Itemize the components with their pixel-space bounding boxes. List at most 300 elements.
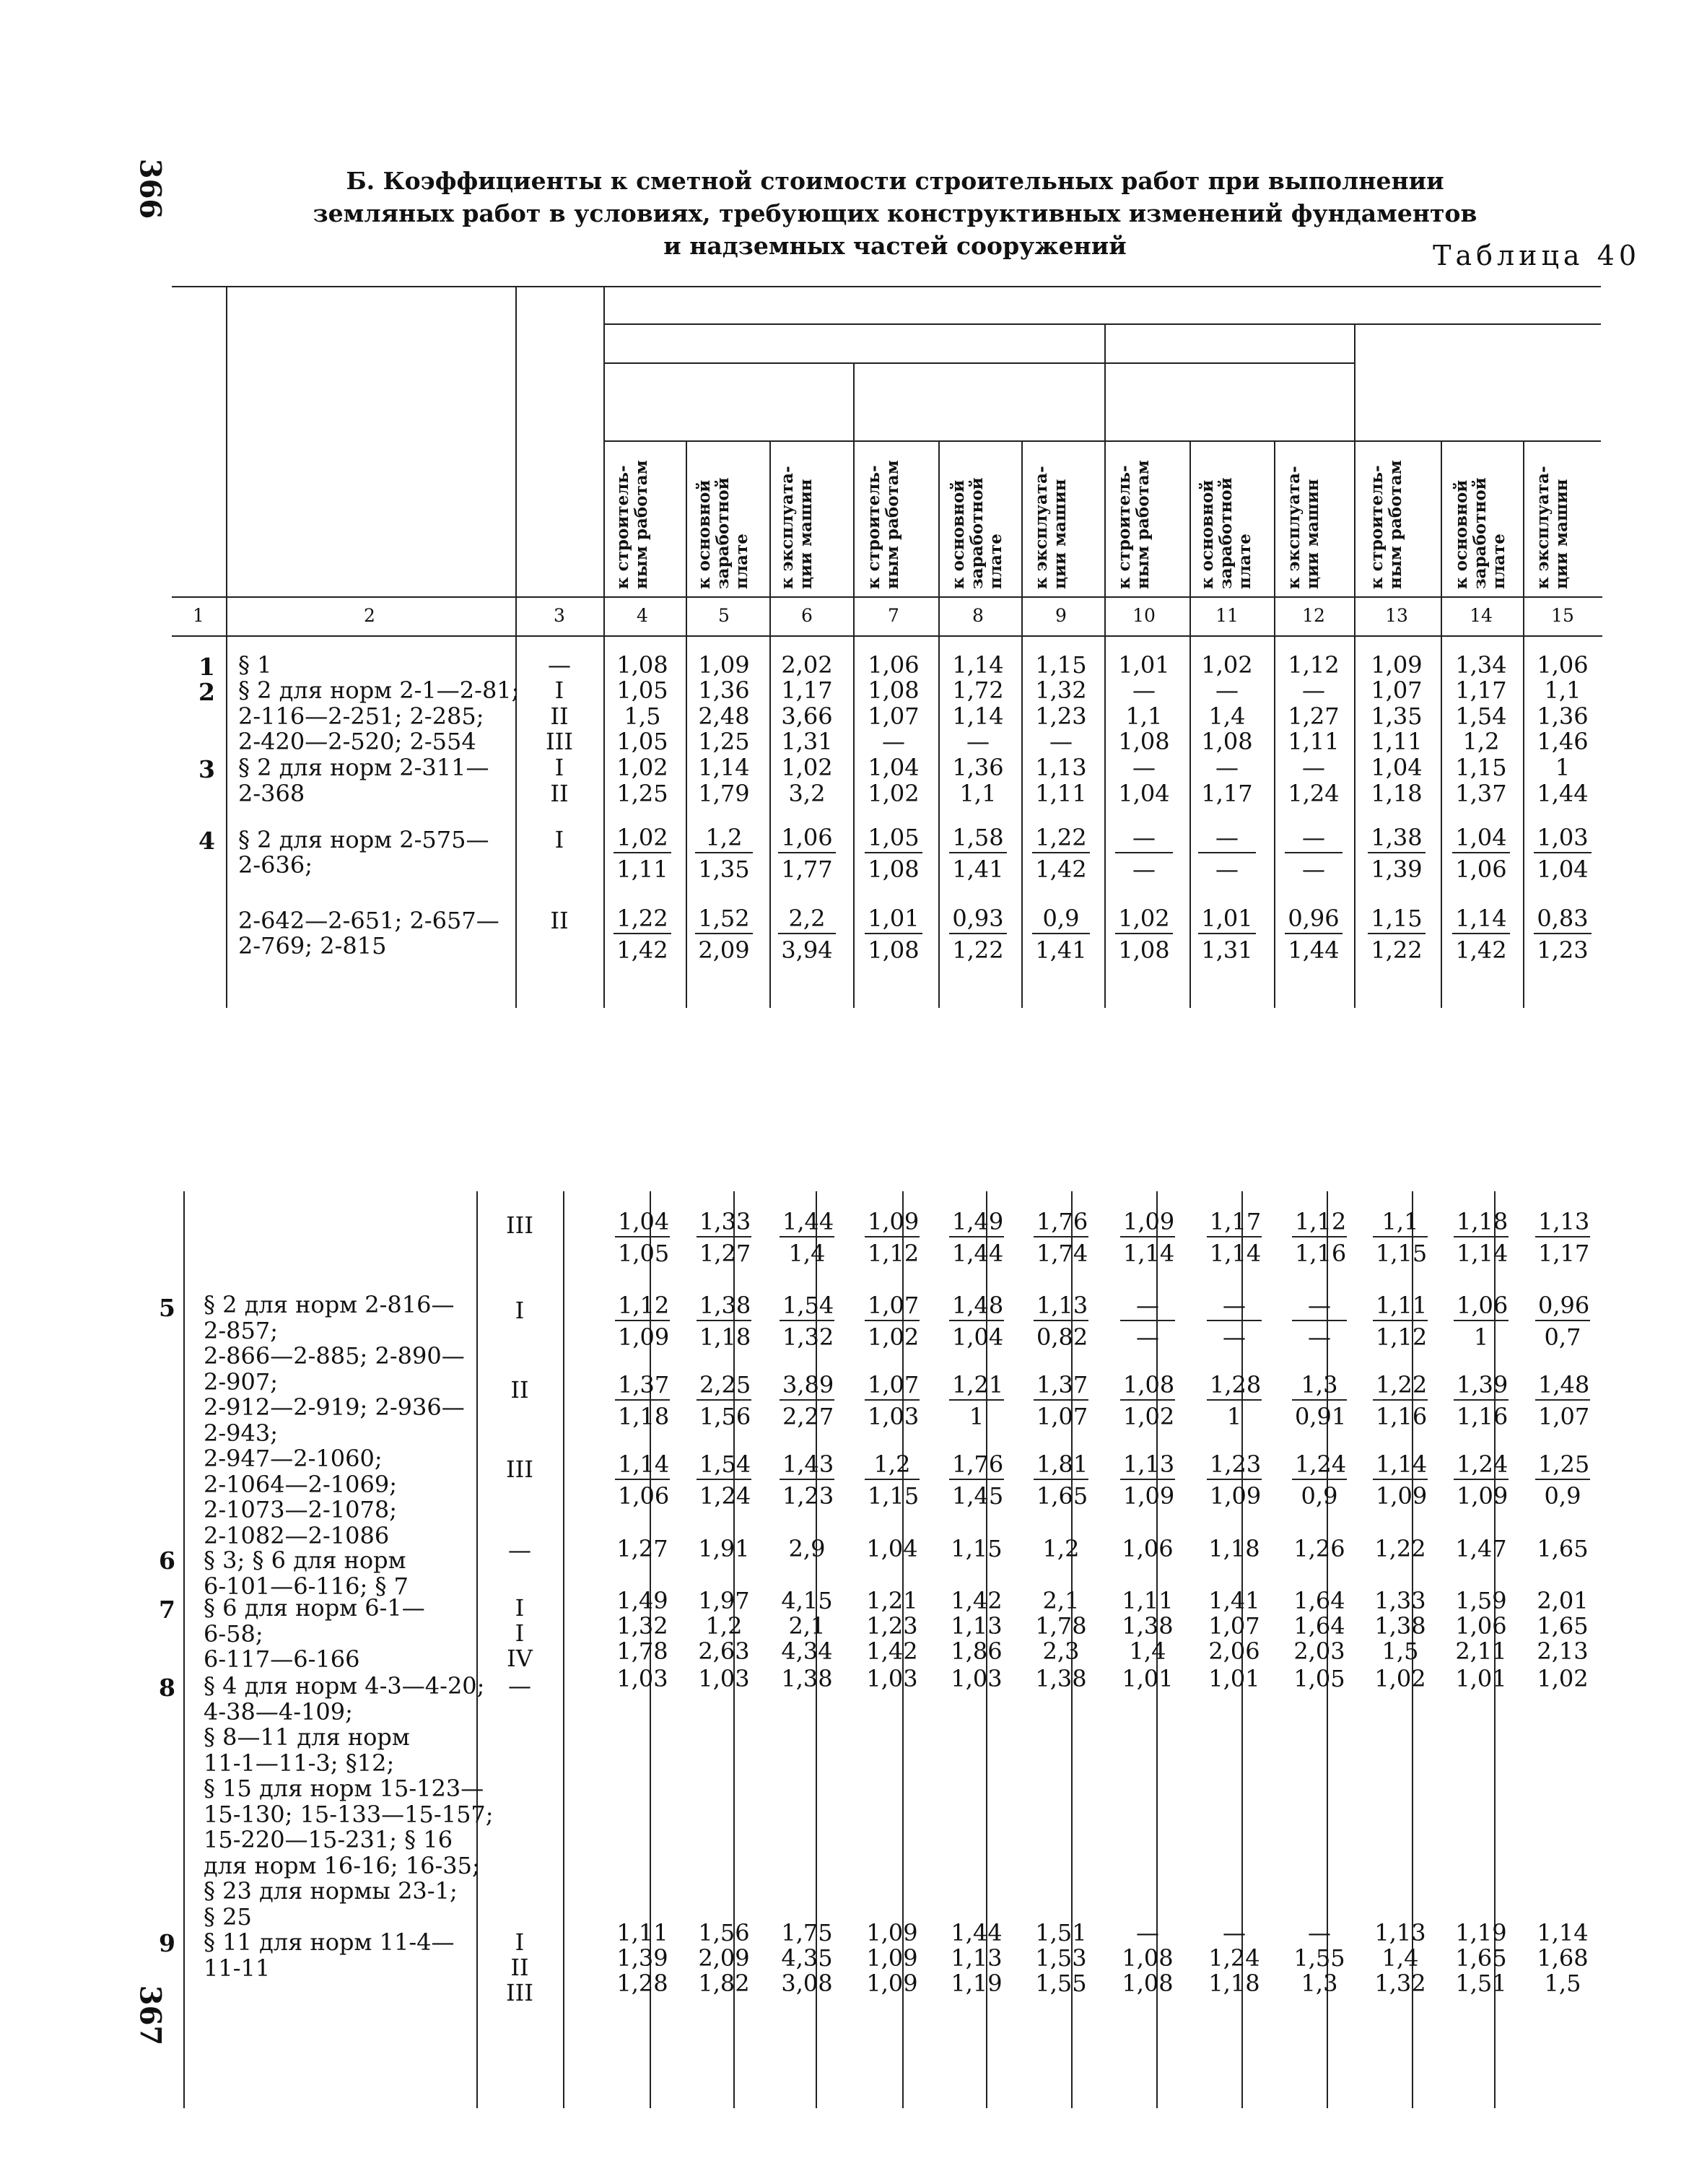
fraction-denominator: 1,41 — [1035, 936, 1087, 964]
value-cell: 1,09 — [866, 1944, 918, 1972]
fraction-cell — [1454, 1207, 1509, 1269]
paragraph-text: 2-1082—2-1086 — [204, 1521, 390, 1549]
paragraph-text: § 4 для норм 4-3—4-20; — [204, 1672, 485, 1700]
fraction-cell — [1032, 904, 1090, 966]
value-cell: 1,34 — [1455, 651, 1507, 679]
fraction-numerator: 1,38 — [697, 1291, 751, 1321]
fraction-denominator: 1,06 — [1455, 856, 1507, 883]
value-cell: 1,51 — [1455, 1970, 1507, 1997]
value-cell: 1,2 — [1462, 728, 1500, 755]
value-cell: 1,22 — [1374, 1535, 1426, 1562]
fraction-denominator: 1,15 — [1376, 1240, 1428, 1267]
fraction-denominator: 1 — [1226, 1403, 1242, 1430]
value-cell: 1,78 — [1035, 1612, 1087, 1640]
fixing-type: I — [554, 676, 564, 704]
paragraph-text: 6-101—6-116; § 7 — [204, 1572, 409, 1600]
fraction-denominator: — — [1215, 856, 1239, 883]
value-cell: 1,68 — [1537, 1944, 1589, 1972]
rule-under-headings — [172, 596, 1602, 598]
fraction-denominator: 1,42 — [1455, 936, 1507, 964]
value-cell: 1,55 — [1035, 1970, 1087, 1997]
value-cell: 1,82 — [698, 1970, 750, 1997]
fraction-denominator: 1,35 — [698, 856, 750, 883]
value-cell: 4,34 — [781, 1637, 833, 1665]
fraction-numerator: 1,2 — [865, 1450, 920, 1480]
fraction-denominator: 1,65 — [1036, 1482, 1088, 1510]
fraction-cell — [1120, 1370, 1175, 1432]
fraction-numerator: 1,23 — [1207, 1450, 1262, 1480]
value-cell: 1,32 — [1035, 676, 1087, 704]
value-cell: 1,72 — [952, 676, 1004, 704]
value-cell: 1,18 — [1371, 780, 1423, 807]
fraction-denominator: 1,14 — [1123, 1240, 1175, 1267]
paragraph-text: 2-636; — [238, 851, 313, 879]
paragraph-text: 4-38—4-109; — [204, 1697, 353, 1726]
value-cell: 1,11 — [1371, 728, 1423, 755]
paragraph-text: 2-907; — [204, 1367, 279, 1396]
value-cell: 1,05 — [1293, 1665, 1345, 1692]
value-cell: 1,09 — [866, 1970, 918, 1997]
rule-under-colnums — [172, 635, 1602, 637]
paragraph-text: 15-130; 15-133—15-157; — [204, 1800, 494, 1828]
value-cell: 1,11 — [616, 1919, 668, 1946]
fraction-denominator: 1,08 — [868, 856, 920, 883]
page-title: Б. Коэффициенты к сметной стоимости строительных работ при выполнении земляных работ в условиях, требующих конструктивных изменений фундаментов и надземных частей сооружений — [313, 167, 1477, 260]
paragraph-text: 6-58; — [204, 1619, 263, 1648]
fraction-denominator: — — [1308, 1323, 1331, 1351]
value-cell: 1,26 — [1293, 1535, 1345, 1562]
fraction-numerator: 0,96 — [1535, 1291, 1590, 1321]
fraction-numerator: — — [1207, 1291, 1262, 1321]
fraction-denominator: 0,91 — [1295, 1403, 1347, 1430]
value-cell: 1,18 — [1208, 1970, 1260, 1997]
rule-under-char — [603, 323, 1601, 325]
fraction-numerator: 1,07 — [865, 1291, 920, 1321]
fraction-numerator: 1,38 — [1368, 823, 1426, 853]
value-cell: 4,35 — [781, 1944, 833, 1972]
paragraph-text: 2-1064—2-1069; — [204, 1470, 397, 1498]
fraction-numerator: 1,04 — [1452, 823, 1510, 853]
column-number-1: 1 — [193, 605, 204, 626]
fixing-type: I — [515, 1297, 525, 1324]
fraction-numerator: 1,07 — [865, 1370, 920, 1401]
value-cell: 1,44 — [1537, 780, 1589, 807]
fraction-denominator: 1,42 — [1035, 856, 1087, 883]
fraction-cell — [1535, 1370, 1590, 1432]
fraction-cell — [778, 904, 836, 966]
paragraph-text: 2-943; — [204, 1419, 279, 1447]
value-cell: 1,27 — [616, 1535, 668, 1562]
value-cell: 1,38 — [1035, 1665, 1087, 1692]
fraction-denominator: 1,04 — [952, 1323, 1004, 1351]
value-cell: 1,2 — [1042, 1535, 1080, 1562]
value-cell: 1,06 — [868, 651, 920, 679]
fixing-type: I — [554, 826, 564, 853]
fraction-cell — [614, 823, 671, 885]
fraction-cell — [1454, 1450, 1509, 1512]
fraction-numerator: 1,14 — [615, 1450, 670, 1480]
fraction-cell — [865, 904, 922, 966]
fraction-cell — [1534, 904, 1592, 966]
value-cell: 1,23 — [1035, 702, 1087, 730]
paragraph-text: 11-11 — [204, 1954, 271, 1982]
fraction-cell — [615, 1450, 670, 1512]
fraction-denominator: 1 — [969, 1403, 985, 1430]
value-cell: — — [1302, 754, 1325, 781]
value-cell: 1,02 — [616, 754, 668, 781]
value-cell: 2,13 — [1537, 1637, 1589, 1665]
value-cell: 1,11 — [1122, 1587, 1174, 1614]
fraction-denominator: 0,82 — [1036, 1323, 1088, 1351]
column-number-2: 2 — [364, 605, 375, 626]
fraction-numerator: 1,25 — [1535, 1450, 1590, 1480]
fraction-cell — [1285, 904, 1343, 966]
value-cell: 1,02 — [868, 780, 920, 807]
value-cell: 1,09 — [698, 651, 750, 679]
value-cell: 1,79 — [698, 780, 750, 807]
fraction-cell — [1207, 1450, 1262, 1512]
fraction-denominator: — — [1136, 1323, 1159, 1351]
fraction-denominator: 1,31 — [1201, 936, 1253, 964]
value-cell: 1,24 — [1288, 780, 1340, 807]
paragraph-text: § 3; § 6 для норм — [204, 1546, 406, 1574]
fraction-cell — [949, 1450, 1004, 1512]
fraction-cell — [697, 1450, 751, 1512]
value-cell: 1,36 — [952, 754, 1004, 781]
fraction-denominator: 1,22 — [952, 936, 1004, 964]
paragraph-text: § 2 для норм 2-1—2-81; — [238, 676, 520, 704]
paragraph-text: 2-420—2-520; 2-554 — [238, 728, 476, 755]
rule-under-wet-dry — [603, 362, 1355, 364]
fixing-type: II — [550, 907, 569, 934]
fraction-denominator: 1,24 — [699, 1482, 751, 1510]
fraction-denominator: 1,14 — [1210, 1240, 1262, 1267]
fraction-numerator: 1,13 — [1034, 1291, 1088, 1321]
fraction-cell — [1373, 1370, 1428, 1432]
border-left — [183, 1191, 185, 2108]
value-cell: 1,56 — [698, 1919, 750, 1946]
v — [1354, 323, 1355, 1008]
fraction-cell — [778, 823, 836, 885]
value-cell: 1,03 — [866, 1665, 918, 1692]
fraction-numerator: 1,04 — [615, 1207, 670, 1237]
row-number-5: 5 — [159, 1294, 175, 1322]
fraction-denominator: 1 — [1473, 1323, 1489, 1351]
value-cell: 2,48 — [698, 702, 750, 730]
value-cell: 1,4 — [1129, 1637, 1166, 1665]
value-cell: 1,1 — [1544, 676, 1581, 704]
fraction-cell — [865, 1370, 920, 1432]
value-cell: — — [1308, 1919, 1331, 1946]
value-cell: 1,1 — [1125, 702, 1163, 730]
paragraph-text: § 15 для норм 15-123— — [204, 1775, 484, 1802]
fraction-numerator: 1,08 — [1120, 1370, 1175, 1401]
subheader-6: к эксплуата-ции машин — [1031, 466, 1070, 589]
fraction-numerator: 1,48 — [1535, 1370, 1590, 1401]
value-cell: 1,03 — [616, 1665, 668, 1692]
paragraph-text: 2-116—2-251; 2-285; — [238, 702, 484, 730]
paragraph-text: § 11 для норм 11-4— — [204, 1928, 455, 1956]
value-cell: 1,01 — [1122, 1665, 1174, 1692]
border-col3 — [603, 286, 605, 1008]
fraction-denominator: 1,23 — [1537, 936, 1589, 964]
fraction-cell — [697, 1370, 751, 1432]
border-col3 — [563, 1191, 564, 2108]
fraction-cell — [1535, 1450, 1590, 1512]
value-cell: 2,11 — [1455, 1637, 1507, 1665]
value-cell: — — [1223, 1919, 1246, 1946]
subheader-4: к строитель-ным работам — [864, 460, 902, 589]
fraction-numerator: 1,17 — [1207, 1207, 1262, 1237]
fraction-numerator: — — [1198, 823, 1256, 853]
fraction-denominator: 2,27 — [782, 1403, 834, 1430]
fraction-cell — [614, 904, 671, 966]
fraction-numerator: 1,03 — [1534, 823, 1592, 853]
value-cell: 1,47 — [1455, 1535, 1507, 1562]
paragraph-text: § 1 — [238, 651, 272, 679]
value-cell: 1 — [1555, 754, 1571, 781]
value-cell: 1,25 — [698, 728, 750, 755]
fraction-cell — [1034, 1207, 1088, 1269]
fraction-numerator: 1,81 — [1034, 1450, 1088, 1480]
fraction-numerator: 1,22 — [1032, 823, 1090, 853]
value-cell: 1,05 — [616, 676, 668, 704]
fraction-denominator: 1,45 — [952, 1482, 1004, 1510]
fraction-numerator: 1,15 — [1368, 904, 1426, 934]
row-number-1: 1 — [198, 653, 215, 681]
value-cell: 3,66 — [781, 702, 833, 730]
fraction-numerator: 0,93 — [949, 904, 1007, 934]
value-cell: 1,5 — [1381, 1637, 1419, 1665]
fraction-numerator: 1,49 — [949, 1207, 1004, 1237]
value-cell: 4,15 — [781, 1587, 833, 1614]
fraction-cell — [1032, 823, 1090, 885]
value-cell: 1,14 — [952, 651, 1004, 679]
column-number-4: 4 — [637, 605, 648, 626]
fraction-denominator: 1,4 — [788, 1240, 826, 1267]
value-cell: 1,27 — [1288, 702, 1340, 730]
fraction-denominator: 1,05 — [618, 1240, 670, 1267]
column-number-13: 13 — [1385, 605, 1408, 626]
fraction-numerator: 1,01 — [865, 904, 922, 934]
fraction-numerator: 1,09 — [865, 1207, 920, 1237]
fraction-numerator: 1,06 — [778, 823, 836, 853]
fixing-type: I — [515, 1928, 525, 1956]
fixing-type: — — [508, 1672, 531, 1700]
table-label: Таблица 40 — [1433, 240, 1641, 271]
subheader-9: к эксплуата-ции машин — [1284, 466, 1322, 589]
fixing-type: — — [548, 651, 571, 679]
value-cell: 1,38 — [1122, 1612, 1174, 1640]
fraction-numerator: 1,12 — [615, 1291, 670, 1321]
fraction-denominator: 1,06 — [618, 1482, 670, 1510]
fraction-numerator: 0,9 — [1032, 904, 1090, 934]
fraction-denominator: 1,08 — [868, 936, 920, 964]
fraction-numerator: 1,28 — [1207, 1370, 1262, 1401]
fraction-denominator: 1,18 — [618, 1403, 670, 1430]
value-cell: 2,02 — [781, 651, 833, 679]
fraction-denominator: 1,02 — [1123, 1403, 1175, 1430]
value-cell: 1,41 — [1208, 1587, 1260, 1614]
row-number-8: 8 — [159, 1674, 175, 1702]
fraction-denominator: 0,9 — [1544, 1482, 1581, 1510]
fraction-cell — [780, 1291, 834, 1353]
fraction-cell — [1292, 1450, 1347, 1512]
fraction-cell — [949, 1291, 1004, 1353]
fraction-cell — [1115, 823, 1173, 885]
value-cell: — — [1302, 676, 1325, 704]
value-cell: 1,54 — [1455, 702, 1507, 730]
value-cell: 1,86 — [951, 1637, 1003, 1665]
fraction-denominator: 1,07 — [1036, 1403, 1088, 1430]
fraction-cell — [865, 1450, 920, 1512]
fraction-cell — [1535, 1207, 1590, 1269]
fraction-numerator: 1,09 — [1120, 1207, 1175, 1237]
fraction-cell — [1373, 1291, 1428, 1353]
value-cell: 1,65 — [1537, 1612, 1589, 1640]
fraction-numerator: — — [1115, 823, 1173, 853]
value-cell: — — [1132, 676, 1156, 704]
value-cell: — — [1215, 754, 1239, 781]
fraction-numerator: 1,24 — [1292, 1450, 1347, 1480]
value-cell: 2,03 — [1293, 1637, 1345, 1665]
value-cell: 1,5 — [1544, 1970, 1581, 1997]
fraction-numerator: 1,1 — [1373, 1207, 1428, 1237]
value-cell: 1,59 — [1455, 1587, 1507, 1614]
fraction-denominator: 1,18 — [699, 1323, 751, 1351]
subheader-7: к строитель-ным работам — [1114, 460, 1153, 589]
row-number-9: 9 — [159, 1929, 175, 1957]
rule-under-groups — [603, 440, 1601, 442]
value-cell: 1,97 — [698, 1587, 750, 1614]
value-cell: 1,19 — [1455, 1919, 1507, 1946]
border-col2 — [476, 1191, 478, 2108]
fraction-denominator: 1,16 — [1376, 1403, 1428, 1430]
fixing-type: III — [506, 1979, 533, 2006]
border-col2 — [515, 286, 517, 1008]
paragraph-text: 2-769; 2-815 — [238, 932, 387, 960]
fraction-cell — [1454, 1370, 1509, 1432]
fraction-cell — [780, 1370, 834, 1432]
fraction-numerator: 1,76 — [1034, 1207, 1088, 1237]
fraction-cell — [1198, 904, 1256, 966]
value-cell: 1,53 — [1035, 1944, 1087, 1972]
value-cell: 1,31 — [781, 728, 833, 755]
fraction-denominator: 1,07 — [1538, 1403, 1590, 1430]
value-cell: 1,78 — [616, 1637, 668, 1665]
value-cell: 1,42 — [866, 1637, 918, 1665]
border-col1 — [226, 286, 227, 1008]
fraction-cell — [949, 1370, 1004, 1432]
paragraph-text: для норм 16-16; 16-35; — [204, 1851, 480, 1879]
subheader-5: к основной заработной плате — [948, 477, 1005, 589]
value-cell: 1,01 — [1455, 1665, 1507, 1692]
value-cell: — — [1215, 676, 1239, 704]
value-cell: 1,14 — [698, 754, 750, 781]
value-cell: 1,39 — [616, 1944, 668, 1972]
value-cell: 1,65 — [1537, 1535, 1589, 1562]
value-cell: 1,06 — [1537, 651, 1589, 679]
value-cell: 1,03 — [698, 1665, 750, 1692]
value-cell: 1,49 — [616, 1587, 668, 1614]
fraction-numerator: 1,02 — [614, 823, 671, 853]
value-cell: 1,04 — [1118, 780, 1170, 807]
paragraph-text: § 25 — [204, 1902, 252, 1931]
fraction-denominator: 1,41 — [952, 856, 1004, 883]
paragraph-text: § 8—11 для норм — [204, 1723, 410, 1751]
fraction-cell — [1373, 1450, 1428, 1512]
value-cell: 1,64 — [1293, 1587, 1345, 1614]
value-cell: 1,02 — [1374, 1665, 1426, 1692]
fraction-denominator: 1,08 — [1118, 936, 1170, 964]
fraction-denominator: 1,56 — [699, 1403, 751, 1430]
value-cell: 1,28 — [616, 1970, 668, 1997]
value-cell: 1,04 — [1371, 754, 1423, 781]
value-cell: 1,09 — [866, 1919, 918, 1946]
value-cell: 1,35 — [1371, 702, 1423, 730]
paragraph-text: § 6 для норм 6-1— — [204, 1594, 425, 1622]
fraction-denominator: 1,09 — [618, 1323, 670, 1351]
fraction-numerator: 1,01 — [1198, 904, 1256, 934]
paragraph-text: 2-642—2-651; 2-657— — [238, 907, 499, 934]
value-cell: 1,23 — [866, 1612, 918, 1640]
fixing-type: III — [546, 728, 573, 755]
value-cell: 1,01 — [1118, 651, 1170, 679]
fraction-numerator: 1,58 — [949, 823, 1007, 853]
value-cell: 1,13 — [951, 1612, 1003, 1640]
fraction-cell — [1292, 1370, 1347, 1432]
fraction-numerator: 1,33 — [697, 1207, 751, 1237]
fraction-denominator: 1,22 — [1371, 936, 1423, 964]
fraction-denominator: 1,42 — [616, 936, 668, 964]
column-number-9: 9 — [1055, 605, 1067, 626]
fraction-cell — [865, 823, 922, 885]
fraction-cell — [1120, 1291, 1175, 1353]
fraction-numerator: 1,05 — [865, 823, 922, 853]
fraction-numerator: 1,14 — [1452, 904, 1510, 934]
top-rule — [172, 286, 1601, 287]
fraction-denominator: 2,09 — [698, 936, 750, 964]
value-cell: 1,15 — [951, 1535, 1003, 1562]
fraction-denominator: 0,9 — [1301, 1482, 1338, 1510]
value-cell: 1,51 — [1035, 1919, 1087, 1946]
fraction-denominator: 1,02 — [868, 1323, 920, 1351]
fraction-denominator: 1,09 — [1457, 1482, 1509, 1510]
fraction-cell — [695, 904, 753, 966]
value-cell: 1,11 — [1288, 728, 1340, 755]
value-cell: 1,02 — [781, 754, 833, 781]
fraction-cell — [1120, 1207, 1175, 1269]
row-number-6: 6 — [159, 1546, 175, 1575]
value-cell: — — [966, 728, 990, 755]
value-cell: 1,13 — [1035, 754, 1087, 781]
column-number-7: 7 — [888, 605, 899, 626]
fraction-numerator: 1,06 — [1454, 1291, 1509, 1321]
paragraph-text: 2-947—2-1060; — [204, 1445, 383, 1472]
fraction-numerator: 1,37 — [615, 1370, 670, 1401]
value-cell: 1,08 — [1201, 728, 1253, 755]
value-cell: 1,13 — [951, 1944, 1003, 1972]
value-cell: 1,42 — [951, 1587, 1003, 1614]
value-cell: 1,08 — [868, 676, 920, 704]
fraction-numerator: 3,89 — [780, 1370, 834, 1401]
value-cell: 1,55 — [1293, 1944, 1345, 1972]
value-cell: 1,91 — [698, 1535, 750, 1562]
fraction-denominator: 1,09 — [1123, 1482, 1175, 1510]
fraction-denominator: 1,12 — [868, 1240, 920, 1267]
fraction-cell — [1207, 1207, 1262, 1269]
paragraph-text: 2-866—2-885; 2-890— — [204, 1342, 465, 1370]
